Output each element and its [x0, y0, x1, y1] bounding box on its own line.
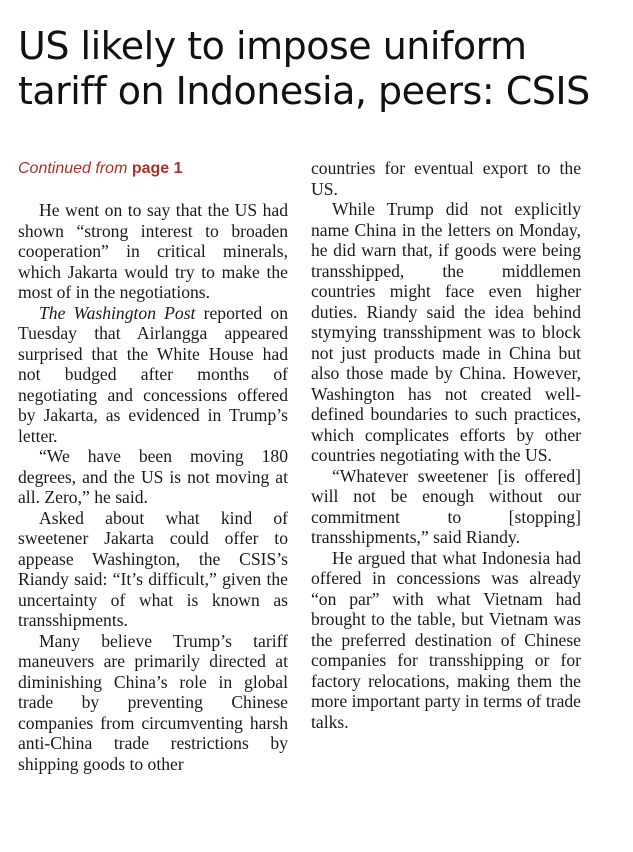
paragraph-5: Many believe Trump’s tariff maneuvers are primarily directed at diminishing China’s role in global trade by preventing Chinese companies from circumventing harsh anti-China trade restrictions by shipping goods to other — [18, 630, 288, 774]
article-columns — [18, 158, 616, 828]
paragraph-8: He argued that what Indonesia had offered in concessions was already “on par” with what Vietnam had brought to the table, but Vietnam was the preferred destination of Chinese companies for transshipping or for factory relocations, making them the more important party in terms of trade talks. — [311, 547, 581, 732]
paragraph-5-continued: countries for eventual export to the US. — [311, 158, 581, 199]
right-column-body — [311, 158, 581, 732]
paragraph-4: Asked about what kind of sweetener Jakarta could offer to appease Washington, the CSIS’s Riandy said: “It’s difficult,” given the uncertainty of what is known as transshipments. — [18, 507, 288, 630]
continued-page-link[interactable]: page 1 — [131, 160, 183, 177]
continued-prefix: Continued from — [18, 160, 132, 177]
headline-line-2: tariff on Indonesia, peers: CSIS — [18, 69, 590, 113]
paragraph-2 — [18, 303, 288, 447]
paragraph-7: “Whatever sweetener [is offered] will not be enough without our commitment to [stopping] transshipments,” said Riandy. — [311, 465, 581, 547]
continued-from-label — [18, 160, 183, 178]
paragraph-2-text: reported on Tuesday that Airlangga appeared surprised that the White House had not budged after months of negotiating and concessions offered by Jakarta, as evidenced in Trump’s letter. — [18, 302, 288, 446]
paragraph-1: He went on to say that the US had shown “strong interest to broaden cooperation” in critical minerals, which Jakarta would try to make the most of in the negotiations. — [18, 200, 288, 302]
left-column-body — [18, 200, 288, 774]
headline-line-1: US likely to impose uniform — [18, 24, 527, 68]
headline — [18, 24, 618, 114]
publication-name: The Washington Post — [39, 302, 196, 323]
paragraph-6: While Trump did not explicitly name China in the letters on Monday, he did warn that, if goods were being transshipped, the middlemen countries might face even higher duties. Riandy said the idea behind stymying transshipment was to block not just products made in China but also those made by China. However, Washington has not created well-defined boundaries to such practices, which complicates efforts by other countries negotiating with the US. — [311, 199, 581, 465]
paragraph-3: “We have been moving 180 degrees, and the US is not moving at all. Zero,” he said. — [18, 446, 288, 507]
